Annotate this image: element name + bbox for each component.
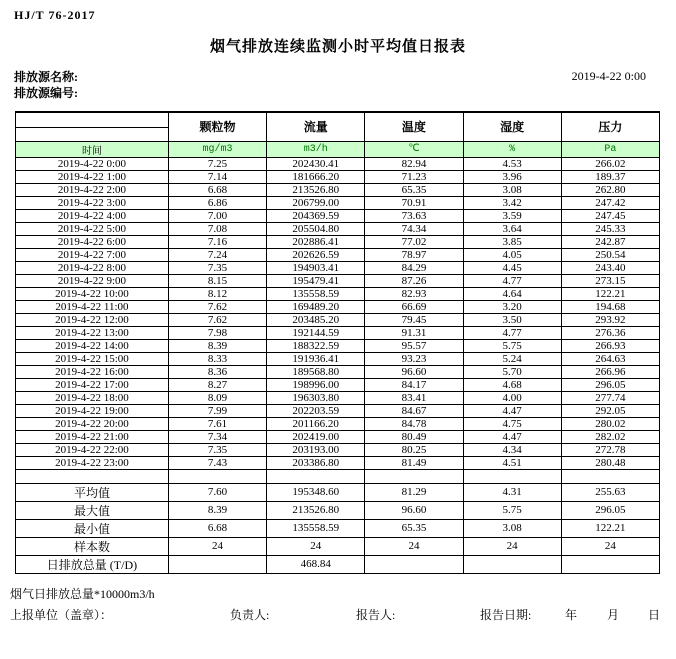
time-cell: 2019-4-22 16:00: [16, 365, 169, 378]
column-header-particulate: 颗粒物: [168, 112, 266, 141]
value-cell: 3.50: [463, 313, 561, 326]
report-table: [15, 111, 660, 574]
value-cell: 4.34: [463, 443, 561, 456]
time-cell: 2019-4-22 12:00: [16, 313, 169, 326]
value-cell: 201166.20: [267, 417, 365, 430]
value-cell: 7.24: [168, 248, 266, 261]
value-cell: 4.00: [463, 391, 561, 404]
value-cell: 66.69: [365, 300, 463, 313]
value-cell: 82.93: [365, 287, 463, 300]
time-cell: 2019-4-22 19:00: [16, 404, 169, 417]
value-cell: 81.49: [365, 456, 463, 469]
value-cell: 8.15: [168, 274, 266, 287]
value-cell: 4.51: [463, 456, 561, 469]
summary-label: 最大值: [16, 501, 169, 519]
summary-value-cell: 122.21: [561, 519, 659, 537]
value-cell: 77.02: [365, 235, 463, 248]
value-cell: 7.16: [168, 235, 266, 248]
value-cell: 245.33: [561, 222, 659, 235]
value-cell: 4.05: [463, 248, 561, 261]
summary-value-cell: 6.68: [168, 519, 266, 537]
value-cell: 202203.59: [267, 404, 365, 417]
table-row: [16, 248, 660, 261]
value-cell: 202886.41: [267, 235, 365, 248]
value-cell: 7.35: [168, 443, 266, 456]
time-cell: 2019-4-22 14:00: [16, 339, 169, 352]
unit-temperature: ℃: [365, 141, 463, 157]
value-cell: 280.48: [561, 456, 659, 469]
value-cell: 266.93: [561, 339, 659, 352]
value-cell: 192144.59: [267, 326, 365, 339]
table-row: [16, 287, 660, 300]
table-row: [16, 183, 660, 196]
value-cell: 3.59: [463, 209, 561, 222]
value-cell: 280.02: [561, 417, 659, 430]
table-row: [16, 352, 660, 365]
time-cell: 2019-4-22 10:00: [16, 287, 169, 300]
value-cell: 292.05: [561, 404, 659, 417]
value-cell: 5.24: [463, 352, 561, 365]
value-cell: 122.21: [561, 287, 659, 300]
value-cell: 3.08: [463, 183, 561, 196]
summary-value-cell: 7.60: [168, 483, 266, 501]
value-cell: 4.47: [463, 404, 561, 417]
time-cell: 2019-4-22 8:00: [16, 261, 169, 274]
value-cell: 272.78: [561, 443, 659, 456]
signature-line: [0, 606, 676, 624]
time-cell: 2019-4-22 6:00: [16, 235, 169, 248]
value-cell: 204369.59: [267, 209, 365, 222]
value-cell: 8.27: [168, 378, 266, 391]
report-datetime: 2019-4-22 0:00: [571, 69, 646, 83]
spacer-row: [16, 469, 660, 483]
summary-label: 最小值: [16, 519, 169, 537]
unit-humidity: %: [463, 141, 561, 157]
value-cell: 203485.20: [267, 313, 365, 326]
value-cell: 73.63: [365, 209, 463, 222]
summary-row: [16, 501, 660, 519]
value-cell: 6.86: [168, 196, 266, 209]
report-meta: [14, 69, 646, 101]
value-cell: 3.20: [463, 300, 561, 313]
table-row: [16, 157, 660, 170]
value-cell: 4.77: [463, 274, 561, 287]
summary-label: 平均值: [16, 483, 169, 501]
time-cell: 2019-4-22 11:00: [16, 300, 169, 313]
summary-rows: [16, 483, 660, 573]
table-row: [16, 170, 660, 183]
value-cell: 82.94: [365, 157, 463, 170]
summary-value-cell: 3.08: [463, 519, 561, 537]
summary-value-cell: 4.31: [463, 483, 561, 501]
time-cell: 2019-4-22 22:00: [16, 443, 169, 456]
time-header: 时间: [16, 141, 169, 157]
year-label: 年: [565, 607, 578, 622]
summary-value-cell: [463, 555, 561, 573]
value-cell: 247.42: [561, 196, 659, 209]
time-cell: 2019-4-22 4:00: [16, 209, 169, 222]
standard-code: HJ/T 76-2017: [14, 8, 96, 22]
summary-row: [16, 537, 660, 555]
value-cell: 7.99: [168, 404, 266, 417]
table-row: [16, 430, 660, 443]
summary-value-cell: 24: [365, 537, 463, 555]
time-cell: 2019-4-22 23:00: [16, 456, 169, 469]
value-cell: 7.61: [168, 417, 266, 430]
source-name-label: 排放源名称:: [14, 70, 78, 84]
corner-cell: [16, 112, 169, 141]
value-cell: 79.45: [365, 313, 463, 326]
footnote-total-flow: 烟气日排放总量*10000m3/h: [10, 586, 155, 601]
value-cell: 264.63: [561, 352, 659, 365]
value-cell: 4.68: [463, 378, 561, 391]
column-header-humidity: 湿度: [463, 112, 561, 141]
summary-row: [16, 483, 660, 501]
value-cell: 135558.59: [267, 287, 365, 300]
value-cell: 266.96: [561, 365, 659, 378]
summary-value-cell: 65.35: [365, 519, 463, 537]
unit-particulate: mg/m3: [168, 141, 266, 157]
time-cell: 2019-4-22 5:00: [16, 222, 169, 235]
table-row: [16, 222, 660, 235]
summary-value-cell: 195348.60: [267, 483, 365, 501]
corner-divider: [16, 127, 168, 128]
time-cell: 2019-4-22 18:00: [16, 391, 169, 404]
summary-label: 样本数: [16, 537, 169, 555]
value-cell: 243.40: [561, 261, 659, 274]
value-cell: 71.23: [365, 170, 463, 183]
value-cell: 65.35: [365, 183, 463, 196]
value-cell: 273.15: [561, 274, 659, 287]
value-cell: 189568.80: [267, 365, 365, 378]
unit-row: [16, 141, 660, 157]
value-cell: 203386.80: [267, 456, 365, 469]
summary-value-cell: [168, 555, 266, 573]
time-cell: 2019-4-22 1:00: [16, 170, 169, 183]
time-cell: 2019-4-22 7:00: [16, 248, 169, 261]
value-cell: 7.98: [168, 326, 266, 339]
value-cell: 3.96: [463, 170, 561, 183]
summary-value-cell: 255.63: [561, 483, 659, 501]
table-row: [16, 313, 660, 326]
table-row: [16, 196, 660, 209]
value-cell: 296.05: [561, 378, 659, 391]
value-cell: 7.25: [168, 157, 266, 170]
column-header-temperature: 温度: [365, 112, 463, 141]
value-cell: 4.53: [463, 157, 561, 170]
table-row: [16, 417, 660, 430]
table-row: [16, 274, 660, 287]
value-cell: 189.37: [561, 170, 659, 183]
value-cell: 3.42: [463, 196, 561, 209]
value-cell: 202626.59: [267, 248, 365, 261]
table-row: [16, 300, 660, 313]
value-cell: 8.12: [168, 287, 266, 300]
value-cell: 80.25: [365, 443, 463, 456]
summary-value-cell: 296.05: [561, 501, 659, 519]
value-cell: 293.92: [561, 313, 659, 326]
value-cell: 7.34: [168, 430, 266, 443]
value-cell: 247.45: [561, 209, 659, 222]
table-row: [16, 365, 660, 378]
table-row: [16, 456, 660, 469]
report-date-label: 报告日期:: [480, 607, 532, 622]
table-row: [16, 443, 660, 456]
time-cell: 2019-4-22 17:00: [16, 378, 169, 391]
reporting-unit-label: 上报单位（盖章）：: [10, 607, 113, 622]
value-cell: 7.00: [168, 209, 266, 222]
value-cell: 8.33: [168, 352, 266, 365]
value-cell: 202430.41: [267, 157, 365, 170]
table-row: [16, 209, 660, 222]
source-code-label: 排放源编号:: [14, 86, 78, 100]
value-cell: 169489.20: [267, 300, 365, 313]
page-title: 烟气排放连续监测小时平均值日报表: [209, 39, 466, 55]
value-cell: 84.29: [365, 261, 463, 274]
time-cell: 2019-4-22 3:00: [16, 196, 169, 209]
table-row: [16, 378, 660, 391]
table-row: [16, 404, 660, 417]
value-cell: 7.08: [168, 222, 266, 235]
value-cell: 242.87: [561, 235, 659, 248]
value-cell: 205504.80: [267, 222, 365, 235]
value-cell: 80.49: [365, 430, 463, 443]
value-cell: 95.57: [365, 339, 463, 352]
column-header-row: [16, 112, 660, 141]
time-cell: 2019-4-22 20:00: [16, 417, 169, 430]
table-row: [16, 339, 660, 352]
summary-value-cell: 24: [168, 537, 266, 555]
value-cell: 202419.00: [267, 430, 365, 443]
value-cell: 91.31: [365, 326, 463, 339]
value-cell: 203193.00: [267, 443, 365, 456]
month-label: 月: [607, 607, 620, 622]
value-cell: 7.43: [168, 456, 266, 469]
summary-value-cell: 24: [267, 537, 365, 555]
value-cell: 4.47: [463, 430, 561, 443]
value-cell: 195479.41: [267, 274, 365, 287]
time-cell: 2019-4-22 21:00: [16, 430, 169, 443]
value-cell: 4.45: [463, 261, 561, 274]
value-cell: 282.02: [561, 430, 659, 443]
value-cell: 188322.59: [267, 339, 365, 352]
summary-value-cell: [561, 555, 659, 573]
value-cell: 191936.41: [267, 352, 365, 365]
value-cell: 3.64: [463, 222, 561, 235]
summary-value-cell: 24: [463, 537, 561, 555]
value-cell: 266.02: [561, 157, 659, 170]
responsible-person-label: 负责人:: [230, 607, 270, 622]
time-cell: 2019-4-22 15:00: [16, 352, 169, 365]
value-cell: 4.77: [463, 326, 561, 339]
value-cell: 181666.20: [267, 170, 365, 183]
value-cell: 84.67: [365, 404, 463, 417]
column-header-pressure: 压力: [561, 112, 659, 141]
table-row: [16, 261, 660, 274]
value-cell: 277.74: [561, 391, 659, 404]
column-header-flow: 流量: [267, 112, 365, 141]
time-cell: 2019-4-22 9:00: [16, 274, 169, 287]
unit-pressure: Pa: [561, 141, 659, 157]
table-row: [16, 391, 660, 404]
value-cell: 87.26: [365, 274, 463, 287]
summary-value-cell: 468.84: [267, 555, 365, 573]
value-cell: 5.75: [463, 339, 561, 352]
value-cell: 96.60: [365, 365, 463, 378]
value-cell: 196303.80: [267, 391, 365, 404]
summary-value-cell: 81.29: [365, 483, 463, 501]
value-cell: 262.80: [561, 183, 659, 196]
value-cell: 74.34: [365, 222, 463, 235]
time-cell: 2019-4-22 0:00: [16, 157, 169, 170]
summary-value-cell: 8.39: [168, 501, 266, 519]
table-row: [16, 235, 660, 248]
value-cell: 93.23: [365, 352, 463, 365]
summary-value-cell: 135558.59: [267, 519, 365, 537]
value-cell: 4.75: [463, 417, 561, 430]
value-cell: 7.35: [168, 261, 266, 274]
value-cell: 84.17: [365, 378, 463, 391]
value-cell: 8.09: [168, 391, 266, 404]
summary-row: [16, 555, 660, 573]
reporter-label: 报告人:: [356, 607, 396, 622]
value-cell: 250.54: [561, 248, 659, 261]
summary-value-cell: 5.75: [463, 501, 561, 519]
value-cell: 7.62: [168, 300, 266, 313]
value-cell: 3.85: [463, 235, 561, 248]
summary-value-cell: 96.60: [365, 501, 463, 519]
value-cell: 206799.00: [267, 196, 365, 209]
value-cell: 8.36: [168, 365, 266, 378]
value-cell: 6.68: [168, 183, 266, 196]
value-cell: 213526.80: [267, 183, 365, 196]
value-cell: 7.14: [168, 170, 266, 183]
hourly-rows: [16, 157, 660, 469]
value-cell: 8.39: [168, 339, 266, 352]
value-cell: 4.64: [463, 287, 561, 300]
value-cell: 276.36: [561, 326, 659, 339]
summary-label: 日排放总量 (T/D): [16, 555, 169, 573]
day-label: 日: [648, 607, 661, 622]
value-cell: 5.70: [463, 365, 561, 378]
time-cell: 2019-4-22 2:00: [16, 183, 169, 196]
value-cell: 194903.41: [267, 261, 365, 274]
summary-row: [16, 519, 660, 537]
value-cell: 70.91: [365, 196, 463, 209]
value-cell: 78.97: [365, 248, 463, 261]
value-cell: 194.68: [561, 300, 659, 313]
value-cell: 84.78: [365, 417, 463, 430]
value-cell: 7.62: [168, 313, 266, 326]
table-row: [16, 326, 660, 339]
value-cell: 198996.00: [267, 378, 365, 391]
value-cell: 83.41: [365, 391, 463, 404]
time-cell: 2019-4-22 13:00: [16, 326, 169, 339]
unit-flow: m3/h: [267, 141, 365, 157]
summary-value-cell: [365, 555, 463, 573]
summary-value-cell: 24: [561, 537, 659, 555]
summary-value-cell: 213526.80: [267, 501, 365, 519]
